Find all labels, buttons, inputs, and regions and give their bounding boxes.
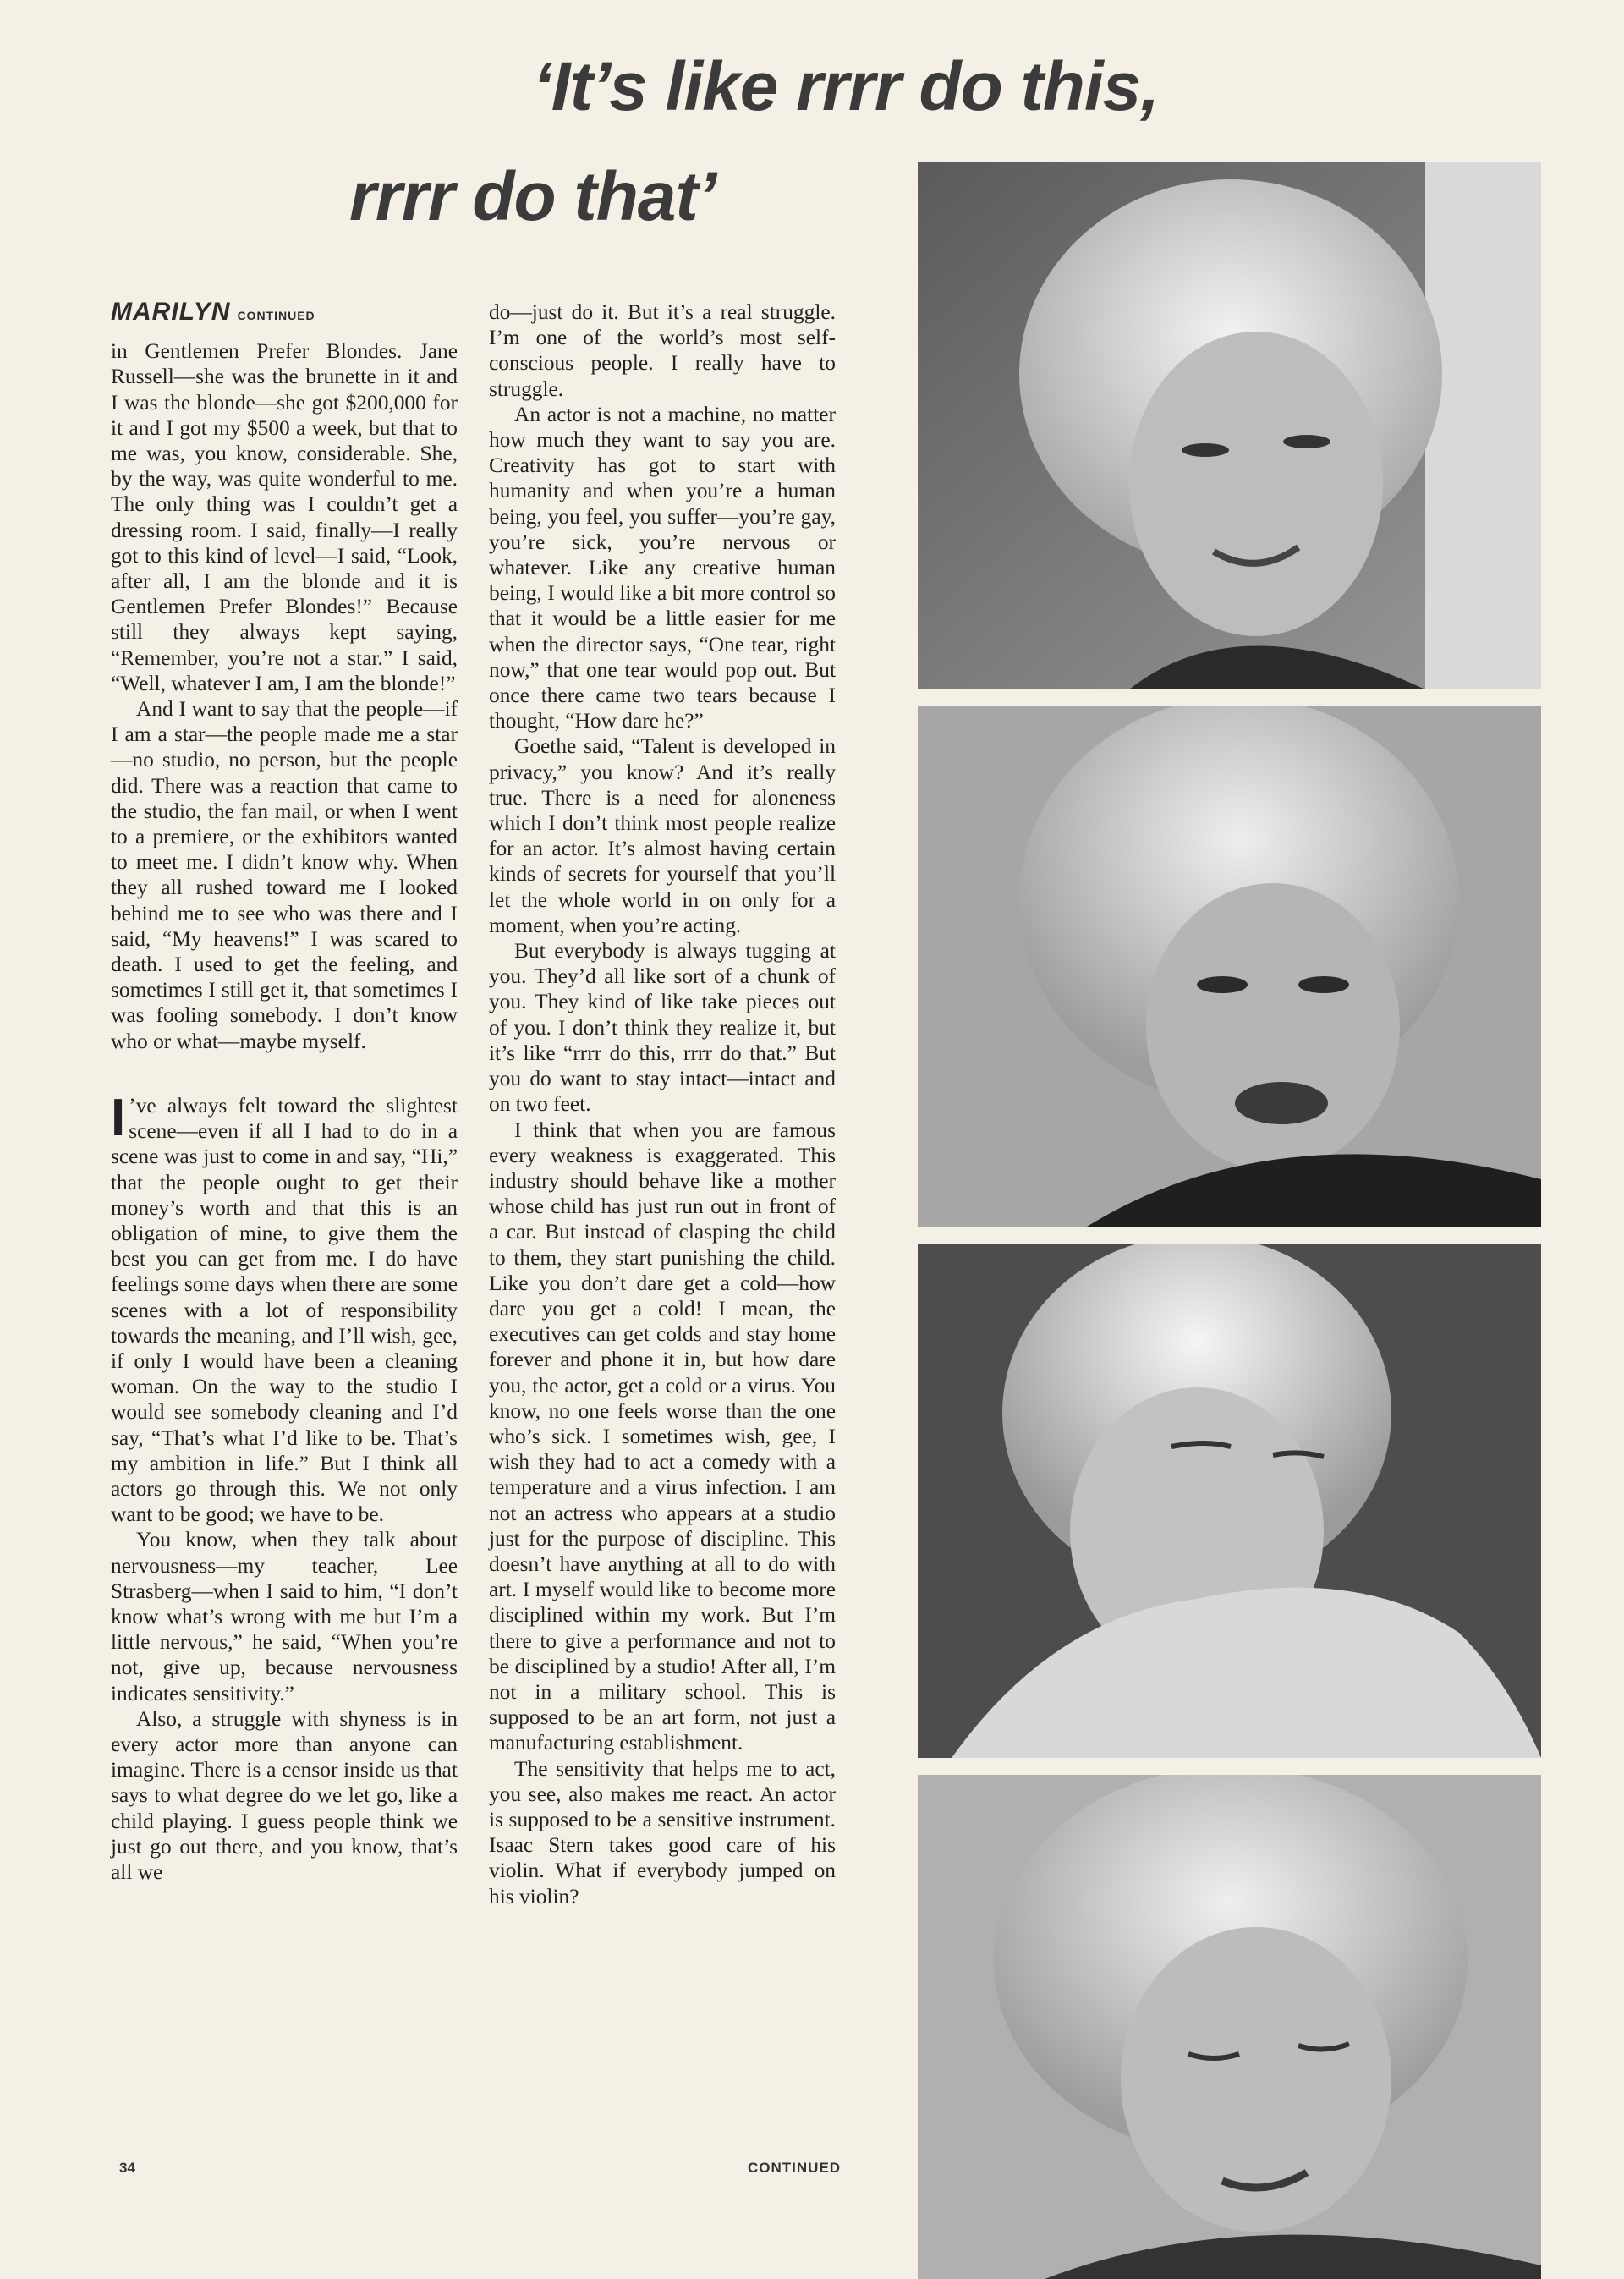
portrait-photo-grimace xyxy=(918,706,1541,1227)
section-kicker xyxy=(111,299,458,328)
headline-line-1: ‘It’s like rrrr do this, xyxy=(533,48,1160,125)
portrait-photo-hand-to-mouth xyxy=(918,1244,1541,1758)
paragraph: You know, when they talk about nervousness—my teacher, Lee Strasberg—when I said to him, “I don’t know what’s wrong with me but I’m a little nervous,” he said, “When you’re not, give up, because nervousness indicates sensitivity.” xyxy=(111,1528,458,1705)
paragraph: Also, a struggle with shyness is in every actor more than anyone can imagine. There is a censor inside us that says to what degree do we let go, like a child playing. I guess people think we just go out there, and you know, that’s all we xyxy=(111,1706,458,1884)
headline-line-2: rrrr do that’ xyxy=(349,158,716,235)
article-column-2 xyxy=(489,299,836,1909)
portrait-photo-smiling xyxy=(918,162,1541,689)
paragraph-text: ’ve always felt toward the slightest scene—even if all I had to do in a scene was just to come in and say, “Hi,” that the people ought to get their money’s worth and that this is an obligation of mine, to give them the best you can get from me. I do have feelings some days when there are some scenes with a lot of responsibility towards the meaning, and I’ll wish, gee, if only I would have been a cleaning woman. On the way to the studio I would see somebody cleaning and I’d say, “That’s what I’d like to be. That’s my ambition in life.” But I think all actors go through this. We not only want to be good; we have to be. xyxy=(111,1093,458,1527)
paragraph: And I want to say that the people—if I am a star—the people made me a star—no studio, no person, but the people did. There was a reaction that came to the studio, the fan mail, or when I went to a premiere, or the exhibitors wanted to meet me. I didn’t know why. When they all rushed toward me I looked behind me to see who was there and I said, “My heavens!” I was scared to death. I used to get the feeling, and sometimes I still get it, that sometimes I was fooling somebody. I don’t know who or what—maybe myself. xyxy=(111,697,458,1053)
kicker-continued: CONTINUED xyxy=(237,309,315,322)
paragraph: But everybody is always tugging at you. They’d all like sort of a chunk of you. They kind of like take pieces out of you. I don’t think they realize it, but it’s like “rrrr do this, rrrr do that.” But you do want to stay intact—intact and on two feet. xyxy=(489,939,836,1117)
portrait-photo-eyes-closed xyxy=(918,1775,1541,2279)
paragraph: The sensitivity that helps me to act, you see, also makes me react. An actor is supposed to be a sensitive instrument. Isaac Stern takes good care of his violin. What if everybody jumped on his violin? xyxy=(489,1756,836,1908)
paragraph: Goethe said, “Talent is developed in privacy,” you know? And it’s really true. There is a need for aloneness which I don’t think most people realize for an actor. It’s almost having certain kinds of secrets for yourself that you’ll let the whole world in on only for a moment, when you’re acting. xyxy=(489,734,836,937)
article-column-1 xyxy=(111,299,458,1885)
paragraph: I think that when you are famous every weakness is exaggerated. This industry should behave like a mother whose child has just run out in front of a car. But instead of clasping the child to them, they start punishing the child. Like you don’t dare get a cold—how dare you get a cold! I mean, the executives can get colds and stay home forever and phone it in, but how dare you, the actor, get a cold or a virus. You know, no one feels worse than the one who’s sick. I sometimes wish, gee, I wish they had to act a comedy with a temperature and a virus infection. I am not an actress who appears at a studio just for the purpose of discipline. This doesn’t have anything at all to do with art. I myself would like to become more disciplined within my work. But I’m there to give a performance and not to be disciplined by a studio! After all, I’m not in a military school. This is supposed to be an art form, not just a manufacturing establishment. xyxy=(489,1118,836,1755)
paragraph: do—just do it. But it’s a real struggle. I’m one of the world’s most self-conscious people. I really have to struggle. xyxy=(489,300,836,401)
continued-label: CONTINUED xyxy=(748,2160,842,2176)
kicker-name: MARILYN xyxy=(111,298,231,326)
page-number: 34 xyxy=(119,2160,135,2176)
drop-cap: I xyxy=(111,1088,126,1147)
paragraph: in Gentlemen Prefer Blondes. Jane Russell—she was the brunette in it and I was the blonde—she got $200,000 for it and I got my $500 a week, but that to me was, you know, considerable. She, by the way, was quite wonderful to me. The only thing was I couldn’t get a dressing room. I said, finally—I really got to this kind of level—I said, “Look, after all, I am the blonde and it is Gentlemen Prefer Blondes!” Because still they always kept saying, “Remember, you’re not a star.” I said, “Well, whatever I am, I am the blonde!” xyxy=(111,339,458,695)
section-break xyxy=(111,1054,458,1093)
paragraph: An actor is not a machine, no matter how much they want to say you are. Creativity has got to start with humanity and when you’re a human being, you feel, you suffer—you’re gay, you’re sick, you’re nervous or whatever. Like any creative human being, I would like a bit more control so that it would be a little easier for me when the director says, “One tear, right now,” that one tear would pop out. But once there came two tears because I thought, “How dare he?” xyxy=(489,402,836,733)
paragraph-dropcap xyxy=(111,1088,458,1527)
